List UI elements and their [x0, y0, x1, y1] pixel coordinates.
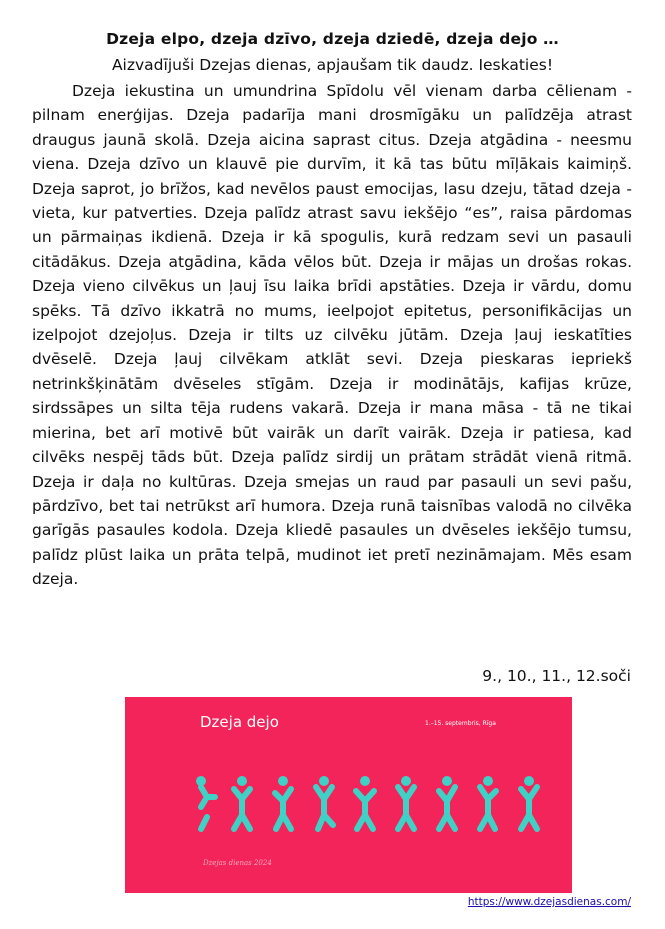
dancing-figure-icon	[439, 776, 455, 829]
dancing-figure-icon	[196, 776, 215, 829]
dancing-figure-icon	[275, 776, 291, 829]
poster-dates: 1.–15. septembris, Rīga	[425, 720, 496, 727]
class-grades: 9., 10., 11., 12.soči	[482, 667, 631, 685]
dancing-figure-icon	[234, 776, 250, 829]
poster-title: Dzeja dejo	[200, 713, 279, 731]
poster-image	[125, 697, 572, 893]
dancing-figure-icon	[521, 776, 537, 829]
dancing-figure-icon	[316, 776, 333, 829]
poster-signature: Dzejas dienas 2024	[203, 859, 272, 867]
document-title: Dzeja elpo, dzeja dzīvo, dzeja dziedē, dzeja dejo …	[106, 30, 559, 48]
source-link[interactable]: https://www.dzejasdienas.com/	[467, 896, 631, 908]
body-paragraph: Dzeja iekustina un umundrina Spīdolu vēl vienam darba cēlienam - pilnam enerģijas. Dzeja padarīja mani drosmīgāku un palīdzēja atrast draugus jaunā skolā. Dzeja aicina saprast citus. Dzeja atgādina - neesmu viena. Dzeja dzīvo un klauvē pie durvīm, it kā tas būtu mīļākais kaimiņš. Dzeja saprot, jo brīžos, kad nevēlos paust emocijas, lasu dzeju, tātad dzeja - vieta, kur patverties. Dzeja palīdz atrast savu iekšējo “es”, raisa pārdomas un pārmaiņas ikdienā. Dzeja ir kā spogulis, kurā redzam sevi un pasauli citādākus. Dzeja atgādina, kāda vēlos būt. Dzeja ir mājas un drošas rokas. Dzeja vieno cilvēkus un ļauj īsu laika brīdi apstāties. Dzeja ir vārdu, domu spēks. Tā dzīvo ikkatrā no mums, ieelpojot epitetus, personifikācijas un izelpojot dzejoļus. Dzeja ir tilts uz cilvēku jūtām. Dzeja ļauj ieskatīties dvēselē. Dzeja ļauj cilvēkam atklāt sevi. Dzeja pieskaras iepriekš netrinkšķinātām dvēseles stīgām. Dzeja ir modinātājs, kafijas krūze, sirdssāpes un silta tēja rudens vakarā. Dzeja ir mana māsa - tā ne tikai mierina, bet arī motivē būt vairāk un darīt vairāk. Dzeja ir patiesa, kad cilvēks nespēj tāds būt. Dzeja palīdz sirdij un prātam strādāt vienā ritmā. Dzeja ir daļa no kultūras. Dzeja smejas un raud par pasauli un sevi pašu, pārdzīvo, bet tai netrūkst arī humora. Dzeja runā taisnības valodā no cilvēka garīgās pasaules kodola. Dzeja kliedē pasaules un dvēseles iekšējo tumsu, palīdz plūst laika un prāta telpā, mudinot iet pretī nezināmajam. Mēs esam dzeja.	[32, 82, 632, 589]
dancing-figure-icon	[480, 776, 496, 829]
dancing-figure-icon	[398, 776, 414, 829]
document-subtitle: Aizvadījuši Dzejas dienas, apjaušam tik daudz. Ieskaties!	[111, 56, 554, 74]
dancing-figure-icon	[356, 776, 374, 829]
dancing-figures	[189, 773, 559, 833]
